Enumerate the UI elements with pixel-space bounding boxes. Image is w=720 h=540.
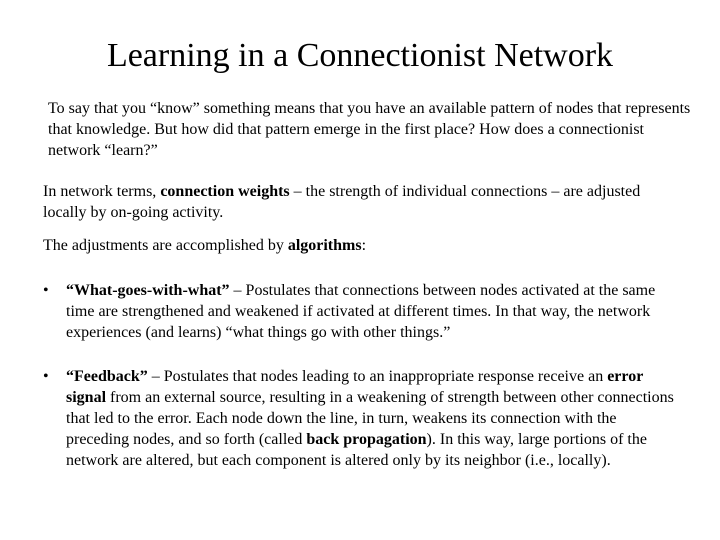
connection-weights-paragraph xyxy=(43,181,683,223)
bullet-term: “Feedback” xyxy=(66,368,148,385)
connection-weights-term: connection weights xyxy=(160,183,290,200)
slide-title: Learning in a Connectionist Network xyxy=(106,37,614,74)
bullet-text xyxy=(66,280,678,343)
bullet-feedback xyxy=(43,366,683,496)
algorithms-text-before: The adjustments are accomplished by xyxy=(43,237,288,254)
intro-paragraph: To say that you “know” something means that you have an available pattern of nodes that represents that knowledge. But how did that pattern emerge in the first place? How does a connectionist network “learn?” xyxy=(48,100,691,159)
bullet-description-a: – Postulates that nodes leading to an inappropriate response receive an xyxy=(147,368,608,385)
bullet-text xyxy=(66,366,678,471)
bullet-what-goes-with-what xyxy=(43,280,683,350)
bullet-description-b: from an external source, resulting in a weakening of strength between other connections that led to the error. Each node down the line, in turn, weakens its connection with the preceding nodes, and so forth (called xyxy=(66,389,674,448)
bullet-term: “What-goes-with-what” xyxy=(66,282,230,299)
algorithms-text-after: : xyxy=(361,237,367,254)
bullet-description-c: ). In this way, large portions of the network are altered, but each component is altered only by its neighbor (i.e., locally). xyxy=(66,431,647,469)
back-propagation-term: back propagation xyxy=(306,431,427,448)
weights-text-after: – the strength of individual connections – are adjusted locally by on-going activity. xyxy=(43,183,641,221)
weights-text-before: In network terms, xyxy=(43,183,161,200)
algorithms-paragraph xyxy=(43,235,683,256)
bullet-marker: • xyxy=(43,282,49,299)
bullet-description: – Postulates that connections between nodes activated at the same time are strengthened and weakened if activated at different times. In that way, the network experiences (and learns) “what things go with other things.” xyxy=(66,282,656,341)
bullet-marker: • xyxy=(43,368,49,385)
error-signal-term: error signal xyxy=(66,368,644,406)
algorithms-term: algorithms xyxy=(287,237,362,254)
